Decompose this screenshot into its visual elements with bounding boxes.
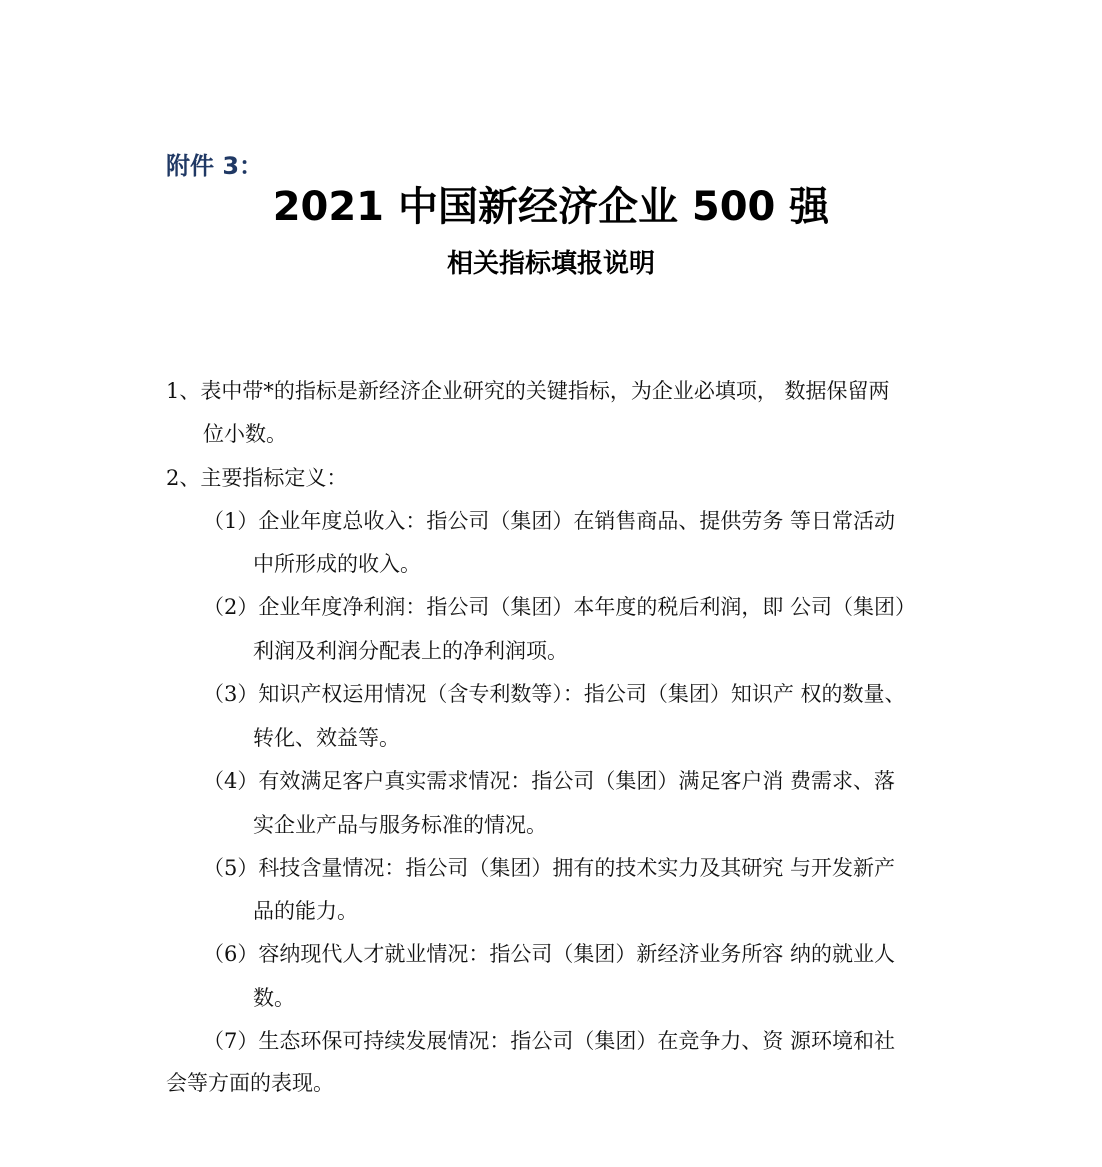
definition-1-line-2: 中所形成的收入。 <box>253 552 421 576</box>
item-1-line-1: 1、表中带*的指标是新经济企业研究的关键指标，为企业必填项， 数据保留两 <box>166 379 890 403</box>
definition-6-line-2: 数。 <box>253 986 295 1010</box>
item-1-line-2: 位小数。 <box>203 422 287 446</box>
document-subtitle: 相关指标填报说明 <box>446 249 655 279</box>
definition-6-line-1: （6）容纳现代人才就业情况：指公司（集团）新经济业务所容 纳的就业人 <box>203 942 896 966</box>
definition-3-line-1: （3）知识产权运用情况（含专利数等）：指公司（集团）知识产 权的数量、 <box>203 682 906 706</box>
definition-2-line-2: 利润及利润分配表上的净利润项。 <box>253 639 568 663</box>
definition-5-line-2: 品的能力。 <box>253 899 358 923</box>
attachment-label: 附件 3： <box>166 152 264 180</box>
item-2-heading: 2、主要指标定义： <box>166 466 348 490</box>
definition-7-line-1: （7）生态环保可持续发展情况：指公司（集团）在竞争力、资 源环境和社 <box>203 1029 896 1053</box>
definition-4-line-2: 实企业产品与服务标准的情况。 <box>253 813 547 837</box>
definition-5-line-1: （5）科技含量情况：指公司（集团）拥有的技术实力及其研究 与开发新产 <box>203 856 896 880</box>
definition-1-line-1: （1）企业年度总收入：指公司（集团）在销售商品、提供劳务 等日常活动 <box>203 509 896 533</box>
document-title: 2021 中国新经济企业 500 强 <box>272 184 830 230</box>
definition-7-line-2: 会等方面的表现。 <box>166 1071 334 1095</box>
definition-2-line-1: （2）企业年度净利润：指公司（集团）本年度的税后利润，即 公司（集团） <box>203 595 917 619</box>
definition-3-line-2: 转化、效益等。 <box>253 726 400 750</box>
definition-4-line-1: （4）有效满足客户真实需求情况：指公司（集团）满足客户消 费需求、落 <box>203 769 896 793</box>
